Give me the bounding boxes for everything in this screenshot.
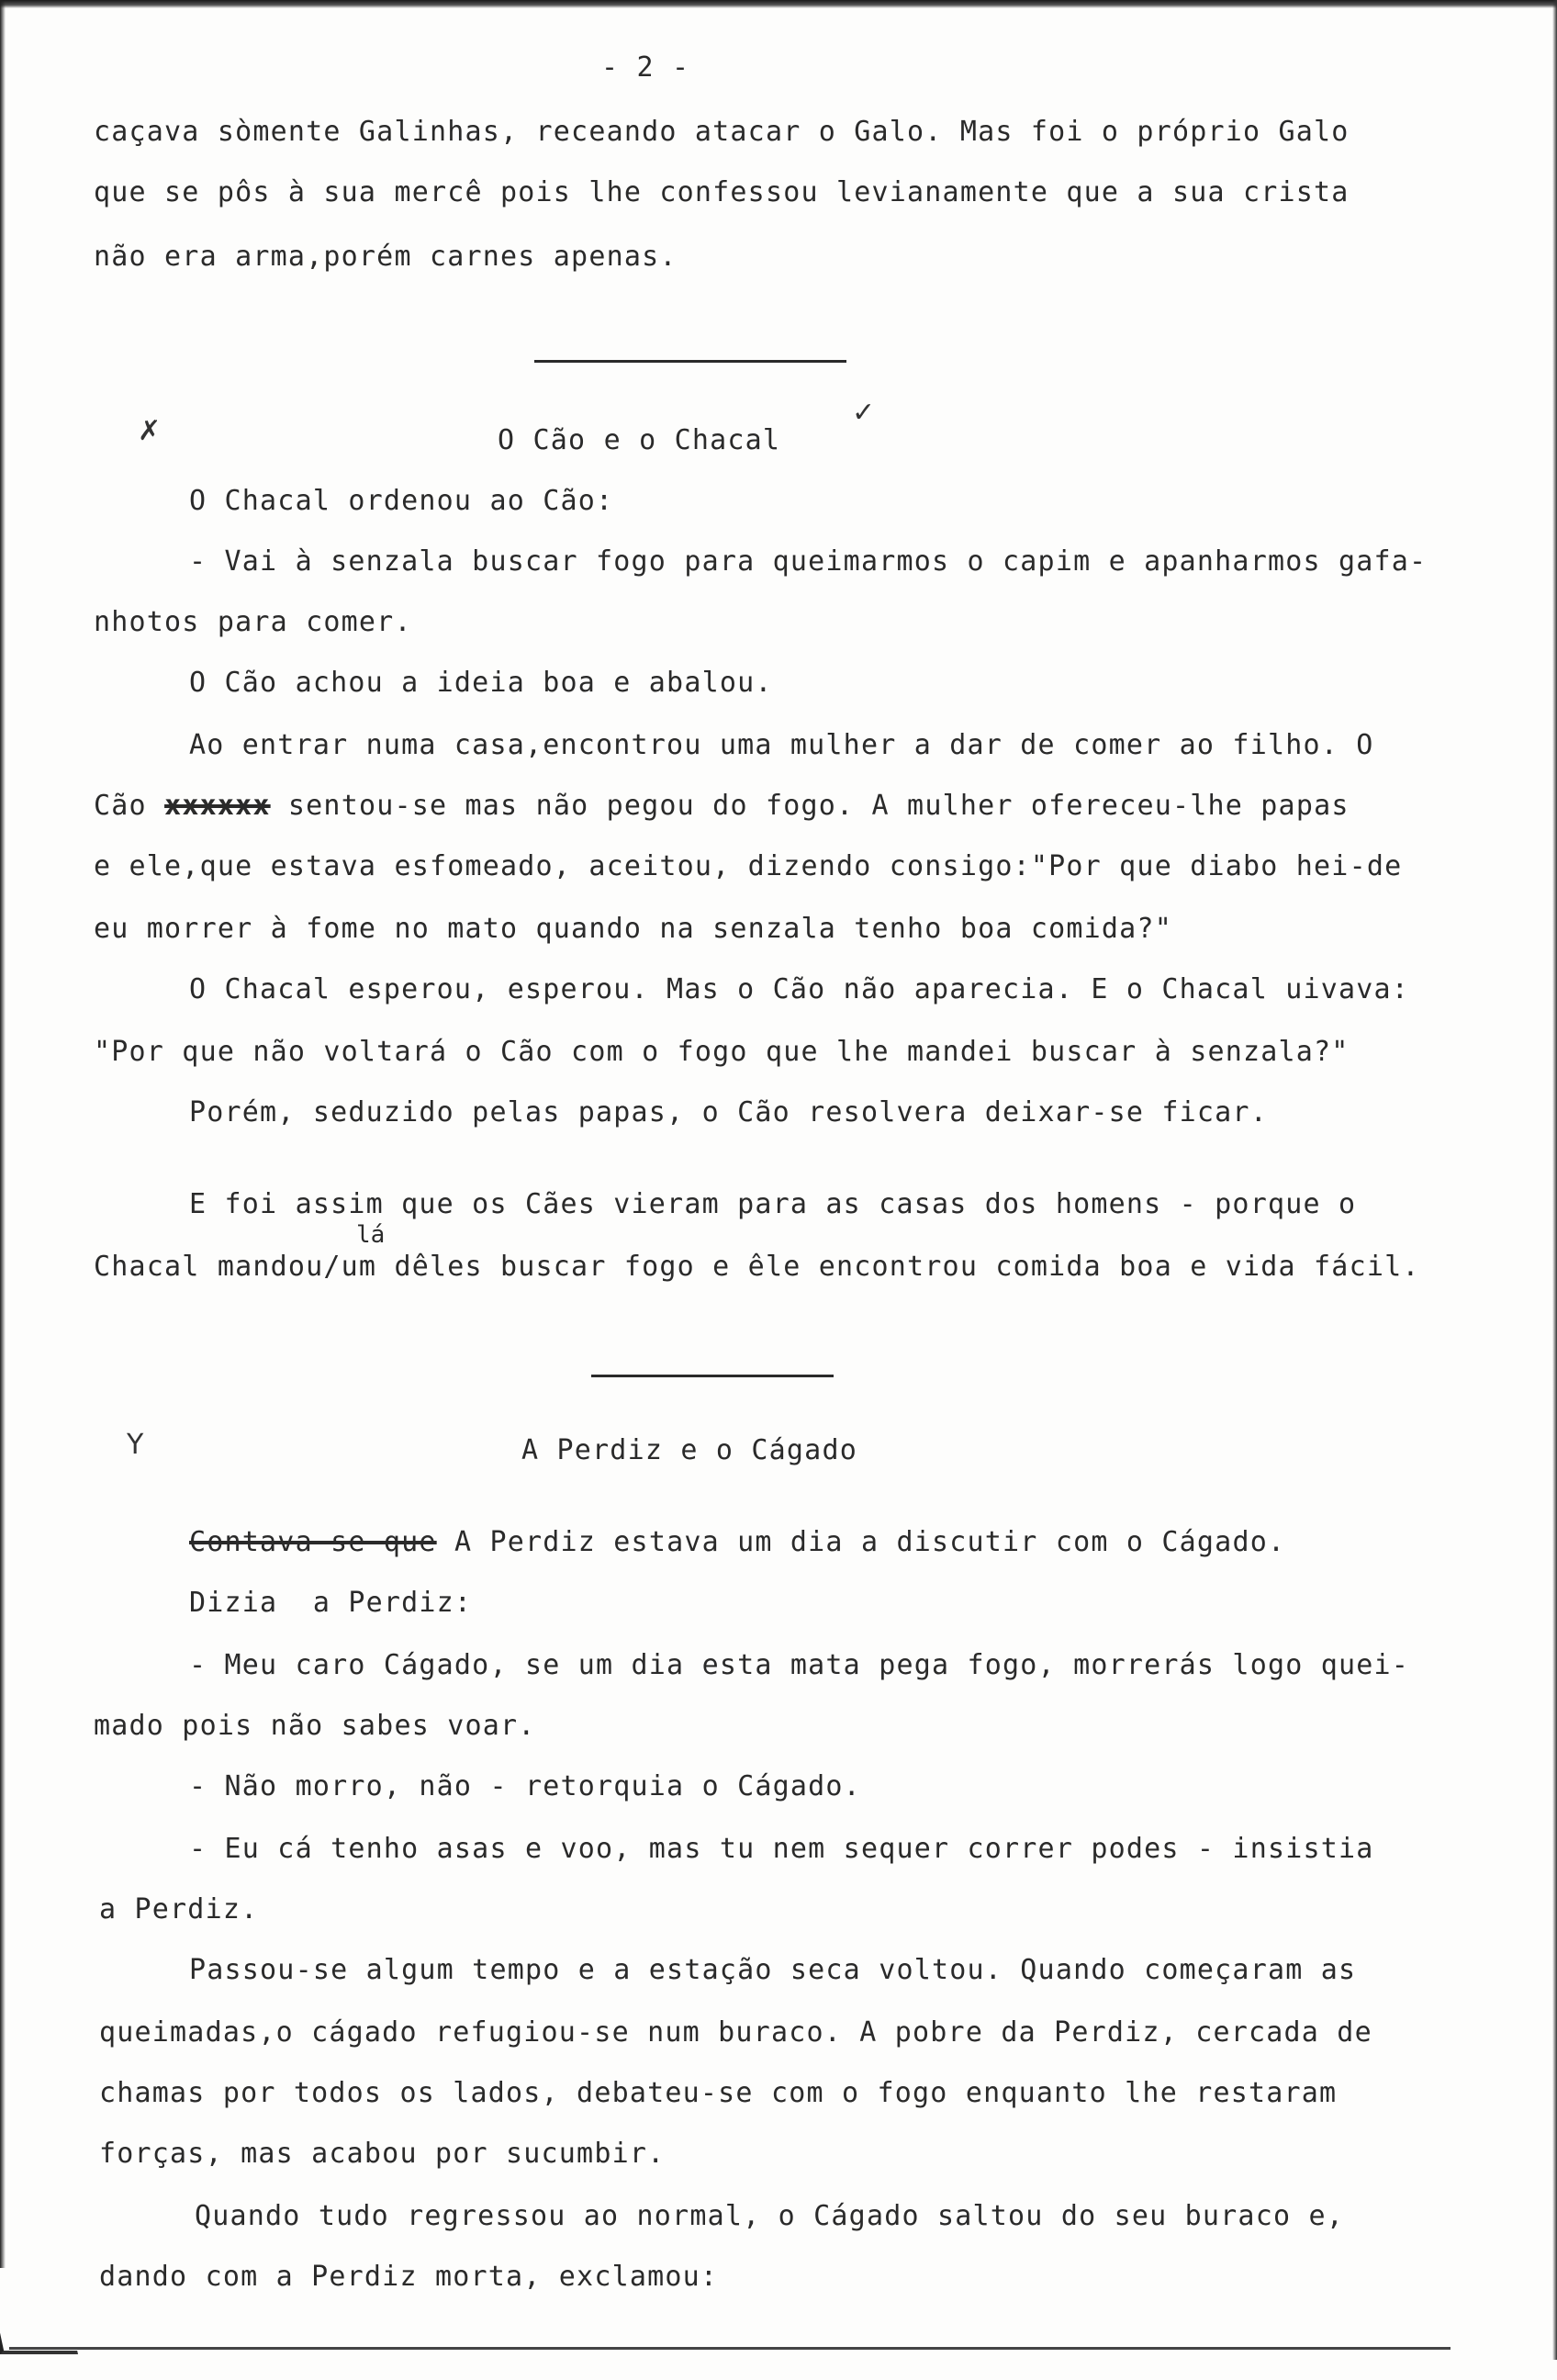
- margin-mark-y: Y: [127, 1429, 144, 1461]
- struck-phrase: Contava-se que: [189, 1526, 437, 1558]
- story1-line-1: O Chacal ordenou ao Cão:: [189, 485, 614, 517]
- story2-line-4: mado pois não sabes voar.: [94, 1710, 536, 1742]
- story2-line-7: a Perdiz.: [99, 1893, 259, 1925]
- story2-line-1-text: A Perdiz estava um dia a discutir com o Cágado.: [454, 1526, 1286, 1558]
- section-divider-1: [534, 360, 846, 363]
- story1-line-4: O Cão achou a ideia boa e abalou.: [189, 667, 773, 699]
- story1-line-3: nhotos para comer.: [94, 606, 412, 638]
- scan-corner-fold: [0, 2268, 78, 2354]
- margin-mark-cross: ✗: [138, 415, 162, 447]
- story1-line-6-prefix: Cão: [94, 790, 147, 822]
- scan-edge-left: [0, 0, 6, 2268]
- story2-line-9: queimadas,o cágado refugiou-se num buraco. A pobre da Perdiz, cercada de: [99, 2016, 1372, 2049]
- page-number: - 2 -: [601, 51, 690, 84]
- story2-line-10: chamas por todos os lados, debateu-se com o fogo enquanto lhe restaram: [99, 2077, 1338, 2109]
- intro-line-3: não era arma,porém carnes apenas.: [94, 241, 678, 273]
- story2-line-12: Quando tudo regressou ao normal, o Cágado saltou do seu buraco e,: [195, 2200, 1344, 2232]
- story1-line-11: Porém, seduzido pelas papas, o Cão resolvera deixar-se ficar.: [189, 1096, 1268, 1128]
- story2-line-6: - Eu cá tenho asas e voo, mas tu nem sequer correr podes - insistia: [189, 1833, 1374, 1865]
- story2-line-2: Dizia a Perdiz:: [189, 1587, 473, 1619]
- story1-line-12: E foi assim que os Cães vieram para as casas dos homens - porque o: [189, 1188, 1357, 1220]
- story1-line-10: "Por que não voltará o Cão com o fogo que lhe mandei buscar à senzala?": [94, 1036, 1350, 1068]
- story2-line-11: forças, mas acabou por sucumbir.: [99, 2138, 666, 2170]
- story1-line-6: [94, 790, 1350, 823]
- margin-mark-check: ✓: [852, 397, 876, 429]
- handwritten-insertion: lá: [356, 1221, 386, 1249]
- story2-line-8: Passou-se algum tempo e a estação seca voltou. Quando começaram as: [189, 1954, 1357, 1986]
- story1-line-2: - Vai à senzala buscar fogo para queimarmos o capim e apanharmos gafa-: [189, 545, 1428, 578]
- scan-edge-top: [0, 0, 1557, 8]
- scan-edge-bottom: [9, 2347, 1451, 2350]
- story1-line-8: eu morrer à fome no mato quando na senzala tenho boa comida?": [94, 913, 1172, 945]
- intro-line-2: que se pôs à sua mercê pois lhe confessou levianamente que a sua crista: [94, 176, 1350, 208]
- story1-line-7: e ele,que estava esfomeado, aceitou, dizendo consigo:"Por que diabo hei-de: [94, 850, 1403, 882]
- story2-line-13: dando com a Perdiz morta, exclamou:: [99, 2261, 719, 2293]
- intro-line-1: caçava sòmente Galinhas, receando atacar o Galo. Mas foi o próprio Galo: [94, 116, 1350, 148]
- story2-line-5: - Não morro, não - retorquia o Cágado.: [189, 1770, 861, 1802]
- struck-word: xxxxxx: [164, 790, 271, 822]
- story2-line-1: [189, 1526, 1285, 1559]
- section-divider-2: [591, 1375, 834, 1377]
- story1-title: O Cão e o Chacal: [498, 424, 781, 456]
- story1-line-6-text: sentou-se mas não pegou do fogo. A mulher ofereceu-lhe papas: [287, 790, 1350, 822]
- story1-line-9: O Chacal esperou, esperou. Mas o Cão não aparecia. E o Chacal uivava:: [189, 973, 1410, 1005]
- story1-line-5: Ao entrar numa casa,encontrou uma mulher a dar de comer ao filho. O: [189, 729, 1374, 761]
- story1-line-13: Chacal mandou/um dêles buscar fogo e êle encontrou comida boa e vida fácil.: [94, 1251, 1420, 1283]
- story2-line-3: - Meu caro Cágado, se um dia esta mata pega fogo, morrerás logo quei-: [189, 1649, 1410, 1681]
- story2-title: A Perdiz e o Cágado: [521, 1434, 857, 1466]
- scan-edge-right: [1552, 0, 1557, 2360]
